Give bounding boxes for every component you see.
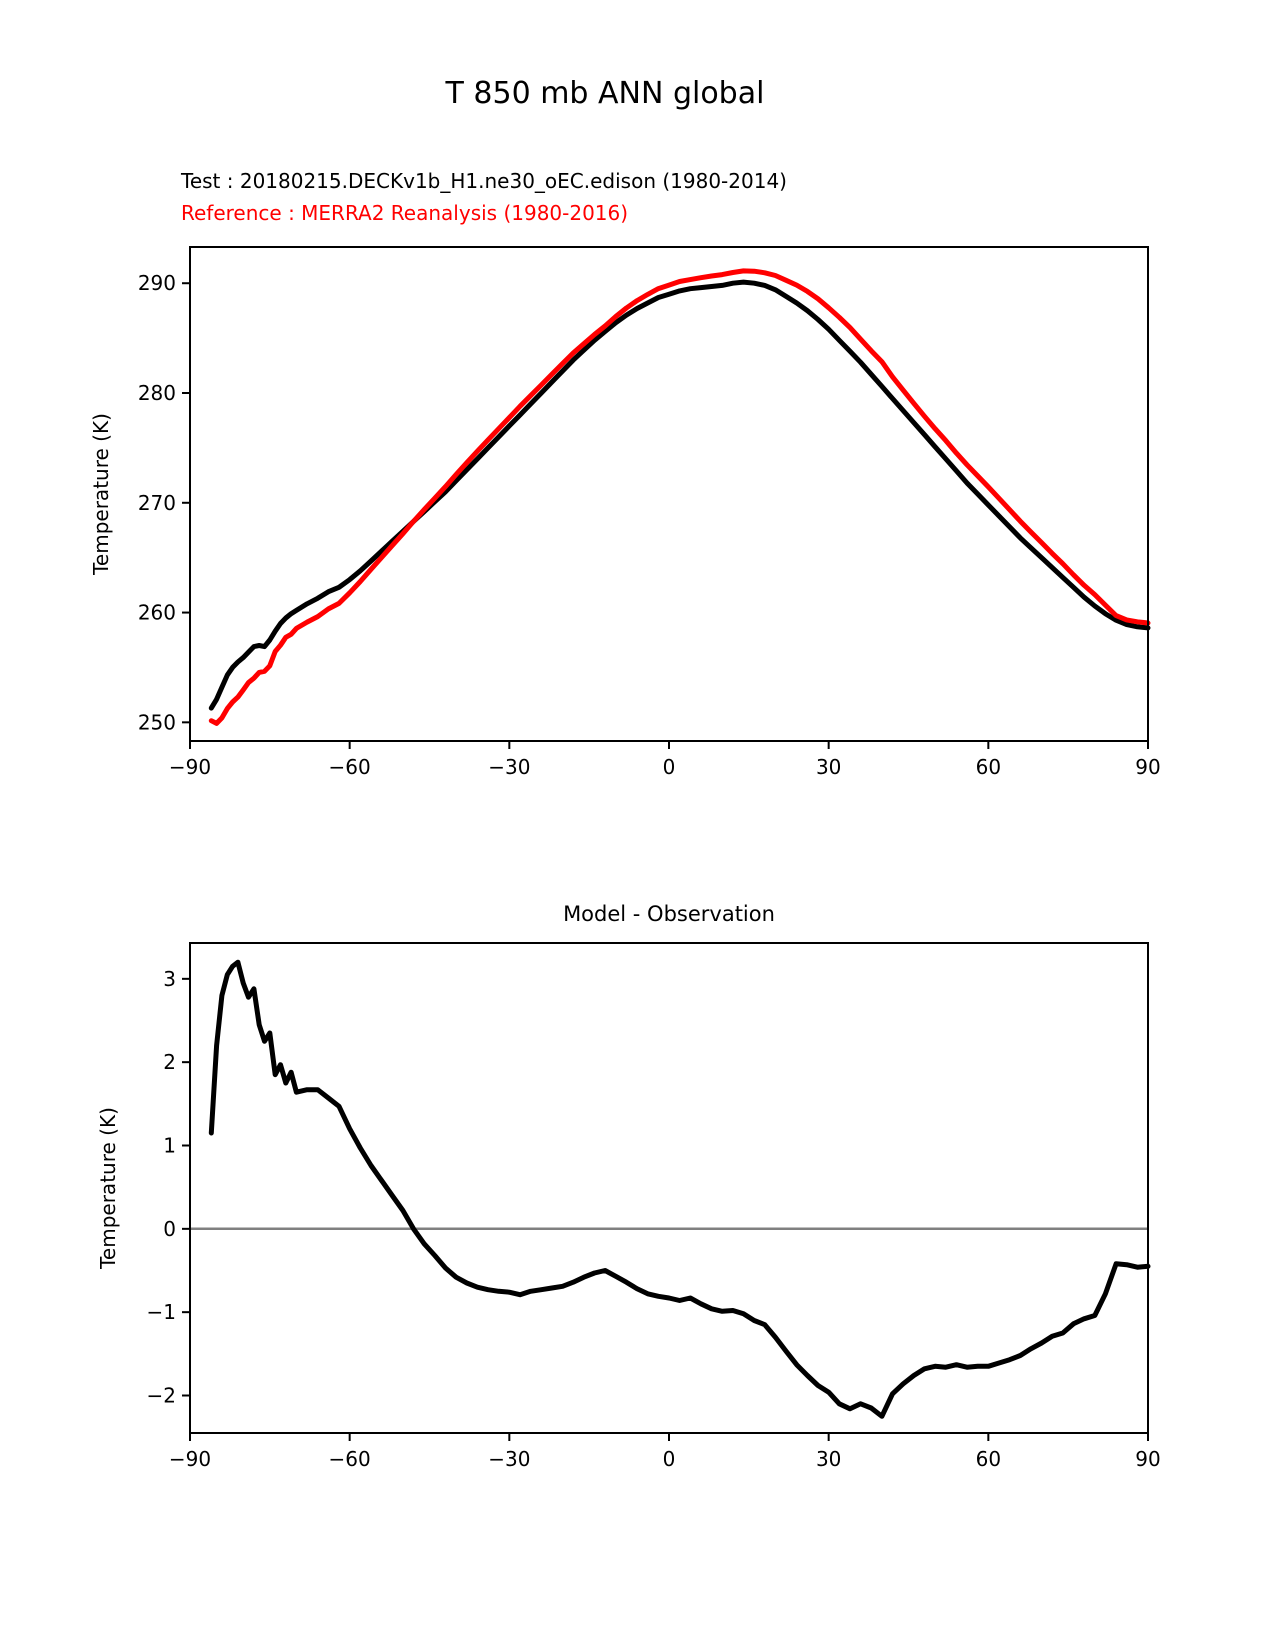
y-tick-label: 1	[163, 1133, 176, 1158]
main-y-axis-label: Temperature (K)	[89, 413, 113, 575]
reference-line	[211, 271, 1148, 724]
difference-line	[211, 962, 1148, 1416]
difference-panel-title: Model - Observation	[563, 902, 775, 926]
y-tick-label: 3	[163, 966, 176, 991]
figure-title: T 850 mb ANN global	[445, 76, 765, 111]
x-tick-label: 90	[1135, 755, 1161, 779]
y-tick-label: 270	[137, 490, 176, 515]
y-tick-label: −1	[146, 1300, 176, 1325]
diff-y-axis-label: Temperature (K)	[96, 1107, 120, 1269]
x-tick-label: −60	[328, 755, 371, 779]
y-tick-label: 280	[137, 381, 176, 406]
x-tick-label: −90	[168, 755, 212, 779]
x-tick-label: −30	[488, 1447, 531, 1471]
diff-plot	[96, 943, 1161, 1471]
y-tick-label: 260	[137, 600, 176, 625]
test-run-label: Test : 20180215.DECKv1b_H1.ne30_oEC.edison (1980-2014)	[181, 169, 787, 193]
x-tick-label: 60	[975, 1447, 1002, 1471]
x-tick-label: 60	[975, 755, 1002, 779]
y-tick-label: 250	[137, 710, 176, 735]
main-plot	[89, 247, 1161, 779]
x-tick-label: −30	[488, 755, 531, 779]
x-tick-label: −90	[168, 1447, 212, 1471]
x-tick-label: 30	[815, 1447, 842, 1471]
x-tick-label: 90	[1135, 1447, 1161, 1471]
main-plot-border	[190, 247, 1148, 741]
x-tick-label: 0	[662, 1447, 676, 1471]
y-tick-label: 2	[163, 1050, 176, 1075]
x-tick-label: 0	[662, 755, 676, 779]
x-tick-label: 30	[815, 755, 842, 779]
x-tick-label: −60	[328, 1447, 371, 1471]
reference-run-label: Reference : MERRA2 Reanalysis (1980-2016)	[181, 201, 629, 225]
y-tick-label: 0	[163, 1216, 176, 1241]
test-line	[211, 282, 1148, 708]
y-tick-label: −2	[146, 1383, 176, 1408]
y-tick-label: 290	[137, 271, 176, 296]
